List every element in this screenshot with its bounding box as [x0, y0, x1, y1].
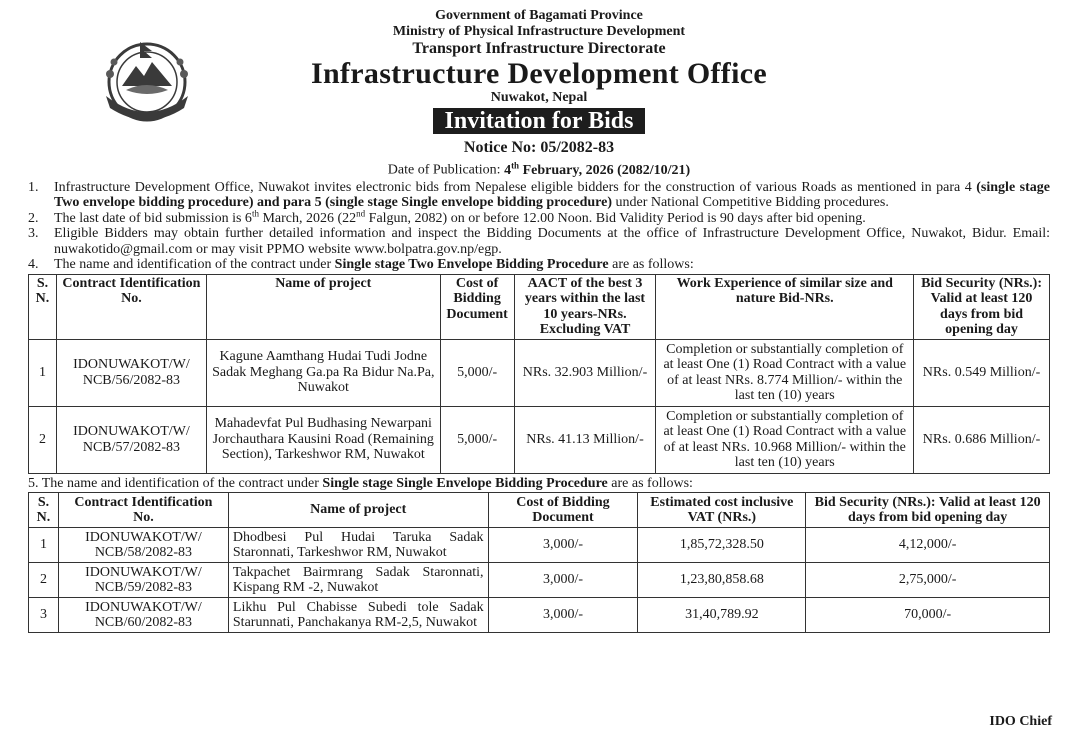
- work-experience: Completion or substantially completion of at least One (1) Road Contract with a value of at least NRs. 10.968 Million/- within the last ten (10) years: [656, 406, 914, 473]
- paragraph-4-bold: Single stage Two Envelope Bidding Procedure: [334, 257, 609, 273]
- serial-number: 3: [29, 598, 59, 633]
- ordinal-suffix: nd: [356, 208, 366, 218]
- paragraph-1-tail: under National Competitive Bidding procedures.: [615, 195, 889, 211]
- column-header: AACT of the best 3 years within the last 10 years-NRs. Excluding VAT: [514, 274, 656, 339]
- publication-date-label: Date of Publication:: [387, 162, 501, 178]
- paragraph-2-text: March, 2026 (22: [262, 210, 357, 226]
- paragraph-4: [28, 257, 1050, 273]
- bidding-document-cost: 3,000/-: [488, 598, 638, 633]
- ministry-name: Ministry of Physical Infrastructure Development: [392, 24, 686, 39]
- serial-number: 2: [29, 563, 59, 598]
- office-location: Nuwakot, Nepal: [490, 90, 588, 105]
- bid-security: 70,000/-: [806, 598, 1050, 633]
- paragraph-2-text: The last date of bid submission is 6: [54, 210, 252, 226]
- directorate-name: Transport Infrastructure Directorate: [412, 40, 666, 57]
- paragraph-1-bold: (single stage Two envelope bidding procedure) and para 5 (single stage Single envelope bidding procedure): [54, 179, 1051, 211]
- contract-id: IDONUWAKOT/W/ NCB/57/2082-83: [56, 406, 206, 473]
- column-header: Name of project: [228, 493, 488, 528]
- contract-id: IDONUWAKOT/W/ NCB/59/2082-83: [58, 563, 228, 598]
- table-row: [29, 563, 1050, 598]
- estimated-cost: 1,85,72,328.50: [638, 528, 806, 563]
- contract-id: IDONUWAKOT/W/ NCB/58/2082-83: [58, 528, 228, 563]
- bid-security: NRs. 0.686 Million/-: [914, 406, 1050, 473]
- contract-id: IDONUWAKOT/W/ NCB/60/2082-83: [58, 598, 228, 633]
- serial-number: 1: [29, 339, 57, 406]
- bid-security: NRs. 0.549 Million/-: [914, 339, 1050, 406]
- paragraph-2-text: Falgun, 2082) on or before 12.00 Noon. Bid Validity Period is 90 days after bid opening.: [368, 210, 866, 226]
- paragraph-5-tail: are as follows:: [611, 475, 693, 491]
- bid-security: 4,12,000/-: [806, 528, 1050, 563]
- serial-number: 2: [29, 406, 57, 473]
- work-experience: Completion or substantially completion of at least One (1) Road Contract with a value of at least NRs. 8.774 Million/- within the last ten (10) years: [656, 339, 914, 406]
- signature: IDO Chief: [989, 714, 1052, 729]
- column-header: Contract Identification No.: [58, 493, 228, 528]
- project-name: Dhodbesi Pul Hudai Taruka Sadak Staronnati, Tarkeshwor RM, Nuwakot: [228, 528, 488, 563]
- contract-id: IDONUWAKOT/W/ NCB/56/2082-83: [56, 339, 206, 406]
- column-header: Bid Security (NRs.): Valid at least 120 days from bid opening day: [806, 493, 1050, 528]
- publication-day: 4: [504, 162, 512, 178]
- bidding-document-cost: 3,000/-: [488, 563, 638, 598]
- column-header: Name of project: [206, 274, 440, 339]
- ordinal-suffix: th: [251, 208, 259, 218]
- paragraph-1: [28, 180, 1050, 211]
- paragraph-3-text: Eligible Bidders may obtain further detailed information and inspect the Bidding Documents at the office of Infrastructure Development Office, Nuwakot, Bidur. Email: nuwakotido@gmail.com or may visit PPMO website www.bolpatra.gov.np/egp.: [54, 226, 1050, 257]
- paragraph-1-text: Infrastructure Development Office, Nuwakot invites electronic bids from Nepalese eligible bidders for the construction of various Roads as mentioned in para 4: [54, 179, 972, 195]
- publication-day-suffix: th: [511, 160, 520, 170]
- office-name: Infrastructure Development Office: [311, 57, 767, 90]
- notice-number: Notice No: 05/2082-83: [463, 139, 615, 156]
- project-name: Likhu Pul Chabisse Subedi tole Sadak Starunnati, Panchakanya RM-2,5, Nuwakot: [228, 598, 488, 633]
- project-name: Kagune Aamthang Hudai Tudi Jodne Sadak Meghang Ga.pa Ra Bidur Na.Pa, Nuwakot: [206, 339, 440, 406]
- paragraph-number: 4.: [28, 257, 39, 273]
- table-header-row: [29, 274, 1050, 339]
- bid-security: 2,75,000/-: [806, 563, 1050, 598]
- column-header: Cost of Bidding Document: [440, 274, 514, 339]
- single-envelope-contracts-table: [28, 492, 1050, 633]
- aact-value: NRs. 41.13 Million/-: [514, 406, 656, 473]
- column-header: Estimated cost inclusive VAT (NRs.): [638, 493, 806, 528]
- nepal-government-emblem-icon: [92, 36, 202, 124]
- table-row: [29, 528, 1050, 563]
- project-name: Mahadevfat Pul Budhasing Newarpani Jorchauthara Kausini Road (Remaining Section), Tarkeshwor RM, Nuwakot: [206, 406, 440, 473]
- aact-value: NRs. 32.903 Million/-: [514, 339, 656, 406]
- paragraph-4-text: The name and identification of the contract under: [54, 257, 332, 273]
- column-header: Cost of Bidding Document: [488, 493, 638, 528]
- column-header: Work Experience of similar size and nature Bid-NRs.: [656, 274, 914, 339]
- column-header: S. N.: [29, 274, 57, 339]
- paragraph-number: 1.: [28, 179, 39, 195]
- table-row: [29, 598, 1050, 633]
- table-row: [29, 406, 1050, 473]
- paragraph-number: 2.: [28, 210, 39, 226]
- paragraph-5-bold: Single stage Single Envelope Bidding Procedure: [322, 475, 608, 491]
- bidding-document-cost: 5,000/-: [440, 406, 514, 473]
- table-header-row: [29, 493, 1050, 528]
- column-header: S. N.: [29, 493, 59, 528]
- paragraph-number: 3.: [28, 226, 39, 242]
- publication-date-rest: February, 2026 (2082/10/21): [522, 162, 691, 178]
- two-envelope-contracts-table: [28, 274, 1050, 474]
- estimated-cost: 31,40,789.92: [638, 598, 806, 633]
- project-name: Takpachet Bairmrang Sadak Staronnati, Kispang RM -2, Nuwakot: [228, 563, 488, 598]
- table-row: [29, 339, 1050, 406]
- paragraph-3: [28, 226, 1050, 257]
- invitation-banner: Invitation for Bids: [433, 108, 646, 134]
- paragraph-5-text: 5. The name and identification of the contract under: [28, 475, 319, 491]
- publication-date: [28, 157, 1050, 179]
- paragraph-2: [28, 208, 1050, 227]
- serial-number: 1: [29, 528, 59, 563]
- paragraph-4-tail: are as follows:: [612, 257, 694, 273]
- column-header: Contract Identification No.: [56, 274, 206, 339]
- government-name: Government of Bagamati Province: [435, 8, 643, 23]
- estimated-cost: 1,23,80,858.68: [638, 563, 806, 598]
- bidding-document-cost: 5,000/-: [440, 339, 514, 406]
- paragraph-5: [28, 476, 1050, 492]
- column-header: Bid Security (NRs.): Valid at least 120 days from bid opening day: [914, 274, 1050, 339]
- bidding-document-cost: 3,000/-: [488, 528, 638, 563]
